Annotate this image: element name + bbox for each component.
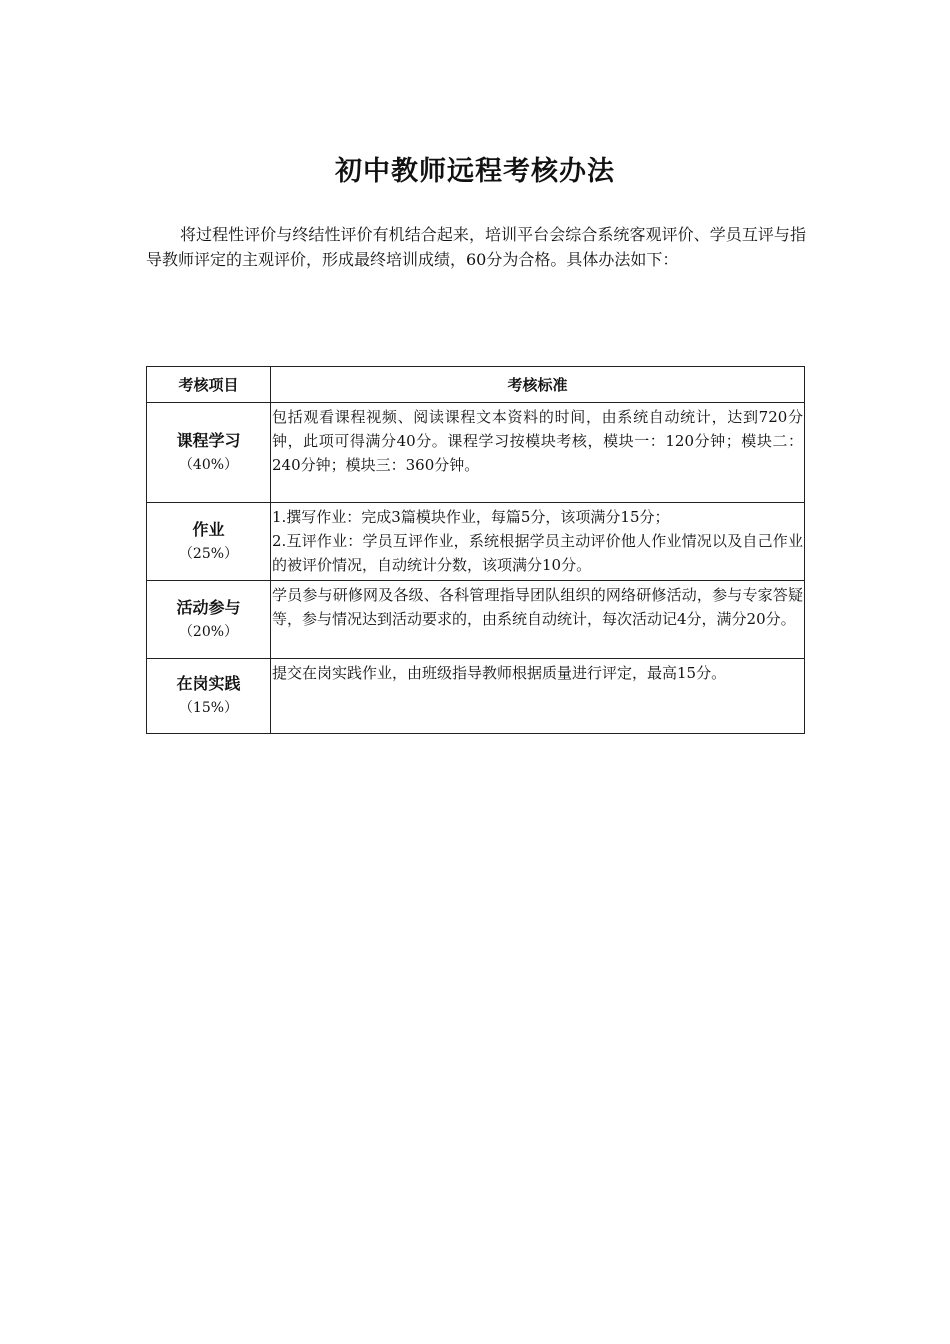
item-cell xyxy=(147,659,271,734)
standard-cell xyxy=(271,659,805,734)
item-name: 活动参与 xyxy=(176,597,241,617)
standard-text: 包括观看课程视频、阅读课程文本资料的时间，由系统自动统计，达到720分钟，此项可得满分40分。课程学习按模块考核，模块一：120分钟；模块二：240分钟；模块三：360分钟。 xyxy=(272,408,803,474)
standard-cell xyxy=(271,581,805,659)
item-name: 课程学习 xyxy=(176,430,241,450)
standard-text: 学员参与研修网及各级、各科管理指导团队组织的网络研修活动，参与专家答疑等，参与情况达到活动要求的，由系统自动统计，每次活动记4分，满分20分。 xyxy=(272,586,803,628)
item-weight: （40%） xyxy=(178,456,239,473)
item-name: 作业 xyxy=(192,519,225,539)
item-cell xyxy=(147,581,271,659)
item-weight: （20%） xyxy=(178,623,239,640)
item-name: 在岗实践 xyxy=(176,674,241,693)
table-row xyxy=(147,403,805,503)
standard-cell xyxy=(271,503,805,581)
table-row xyxy=(147,581,805,659)
header-item: 考核项目 xyxy=(147,367,271,403)
item-weight: （15%） xyxy=(178,700,239,716)
standard-text: 1.撰写作业：完成3篇模块作业，每篇5分，该项满分15分； xyxy=(272,508,670,526)
item-cell xyxy=(147,503,271,581)
standard-text: 提交在岗实践作业，由班级指导教师根据质量进行评定，最高15分。 xyxy=(272,664,727,682)
table-header-row xyxy=(147,367,805,403)
item-weight: （25%） xyxy=(178,545,239,562)
header-standard: 考核标准 xyxy=(271,367,805,403)
intro-paragraph: 将过程性评价与终结性评价有机结合起来，培训平台会综合系统客观评价、学员互评与指导教师评定的主观评价，形成最终培训成绩，60分为合格。具体办法如下： xyxy=(146,225,806,269)
standard-cell xyxy=(271,403,805,503)
assessment-table xyxy=(146,366,805,734)
item-cell xyxy=(147,403,271,503)
table-row xyxy=(147,659,805,734)
standard-text: 2.互评作业：学员互评作业，系统根据学员主动评价他人作业情况以及自己作业的被评价情况，自动统计分数，该项满分10分。 xyxy=(272,532,803,574)
page-title: 初中教师远程考核办法 xyxy=(335,156,615,187)
table-row xyxy=(147,503,805,581)
